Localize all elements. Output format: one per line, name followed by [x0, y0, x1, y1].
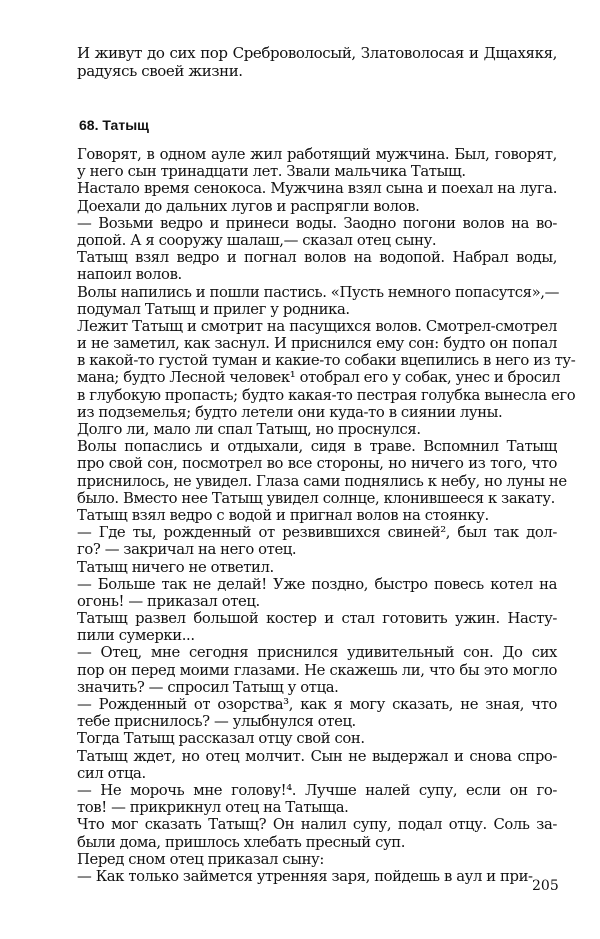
text-line: у него сын тринадцати лет. Звали мальчика Татыщ. — [77, 163, 466, 181]
text-line: напоил волов. — [77, 266, 182, 284]
text-line: в глубокую пропасть; будто какая-то пестрая голубка вынесла его — [77, 386, 576, 404]
text-line: — Больше так не делай! Уже поздно, быстро повесь котел на — [77, 575, 557, 593]
text-line: Говорят, в одном ауле жил работящий мужчина. Был, говорят, — [77, 146, 557, 163]
text-line: и не заметил, как заснул. И приснился ему сон: будто он попал — [77, 335, 557, 353]
text-line: тебе приснилось? — улыбнулся отец. — [77, 713, 356, 731]
text-line: го? — закричал на него отец. — [77, 541, 297, 559]
text-line: пор он перед моими глазами. Не скажешь ли, что бы это могло — [77, 661, 557, 679]
text-line: Татыщ ждет, но отец молчит. Сын не выдержал и снова спро- — [77, 747, 557, 765]
intro-paragraph — [77, 44, 557, 80]
text-line: И живут до сих пор Среброволосый, Златоволосая и Дщахякя, — [77, 44, 557, 62]
text-line: — Рожденный от озорства³, как я могу сказать, не зная, что — [77, 696, 557, 713]
text-line: Татыщ ничего не ответил. — [77, 558, 274, 576]
text-line: из подземелья; будто летели они куда-то в сиянии луны. — [77, 403, 503, 421]
page-number: 205 — [532, 878, 559, 894]
text-line: Настало время сенокоса. Мужчина взял сына и поехал на луга. — [77, 180, 557, 198]
text-line: Татыщ взял ведро и погнал волов на водопой. Набрал воды, — [77, 249, 557, 267]
text-line: — Возьми ведро и принеси воды. Заодно погони волов на во- — [77, 214, 557, 232]
text-line: Доехали до дальних лугов и распрягли волов. — [77, 197, 420, 215]
text-line: Татыщ взял ведро с водой и пригнал волов на стоянку. — [77, 506, 489, 524]
text-line: приснилось, не увидел. Глаза сами поднялись к небу, но луны не — [77, 472, 567, 490]
text-line: — Не морочь мне голову!⁴. Лучше налей супу, если он го- — [77, 781, 557, 799]
text-line: Перед сном отец приказал сыну: — [77, 850, 324, 868]
text-line: тов! — прикрикнул отец на Татыща. — [77, 799, 349, 817]
text-line: сил отца. — [77, 764, 146, 782]
text-line: подумал Татыщ и прилег у родника. — [77, 300, 350, 318]
text-line: в какой-то густой туман и какие-то собаки вцепились в него из ту- — [77, 352, 576, 370]
text-line: Долго ли, мало ли спал Татыщ, но проснулся. — [77, 421, 421, 438]
text-line: Лежит Татыщ и смотрит на пасущихся волов. Смотрел-смотрел — [77, 317, 557, 335]
text-line: Волы напились и пошли пастись. «Пусть немного попасутся»,— — [77, 283, 559, 301]
text-line: — Отец, мне сегодня приснился удивительный сон. До сих — [77, 644, 557, 662]
text-line: — Как только займется утренняя заря, пойдешь в аул и при- — [77, 867, 533, 885]
text-line: были дома, пришлось хлебать пресный суп. — [77, 833, 406, 851]
text-line: про свой сон, посмотрел во все стороны, но ничего из того, что — [77, 455, 557, 473]
story-heading: 68. Татыщ — [79, 117, 149, 133]
text-line: Что мог сказать Татыщ? Он налил супу, подал отцу. Соль за- — [77, 816, 557, 834]
text-line: значить? — спросил Татыщ у отца. — [77, 678, 339, 696]
text-line: огонь! — приказал отец. — [77, 592, 260, 610]
text-line: было. Вместо нее Татыщ увидел солнце, клонившееся к закату. — [77, 489, 555, 507]
text-line: радуясь своей жизни. — [77, 62, 243, 80]
text-line: Тогда Татыщ рассказал отцу свой сон. — [77, 730, 365, 748]
story-text — [77, 146, 576, 885]
text-line: пили сумерки... — [77, 627, 195, 645]
text-line: мана; будто Лесной человек¹ отобрал его у собак, унес и бросил — [77, 369, 561, 387]
text-line: Татыщ развел большой костер и стал готовить ужин. Насту- — [77, 610, 557, 628]
text-line: — Где ты, рожденный от резвившихся свиней², был так дол- — [77, 524, 557, 542]
text-line: допой. А я сооружу шалаш,— сказал отец сыну. — [77, 231, 437, 249]
text-line: Волы попаслись и отдыхали, сидя в траве. Вспомнил Татыщ — [77, 438, 557, 456]
